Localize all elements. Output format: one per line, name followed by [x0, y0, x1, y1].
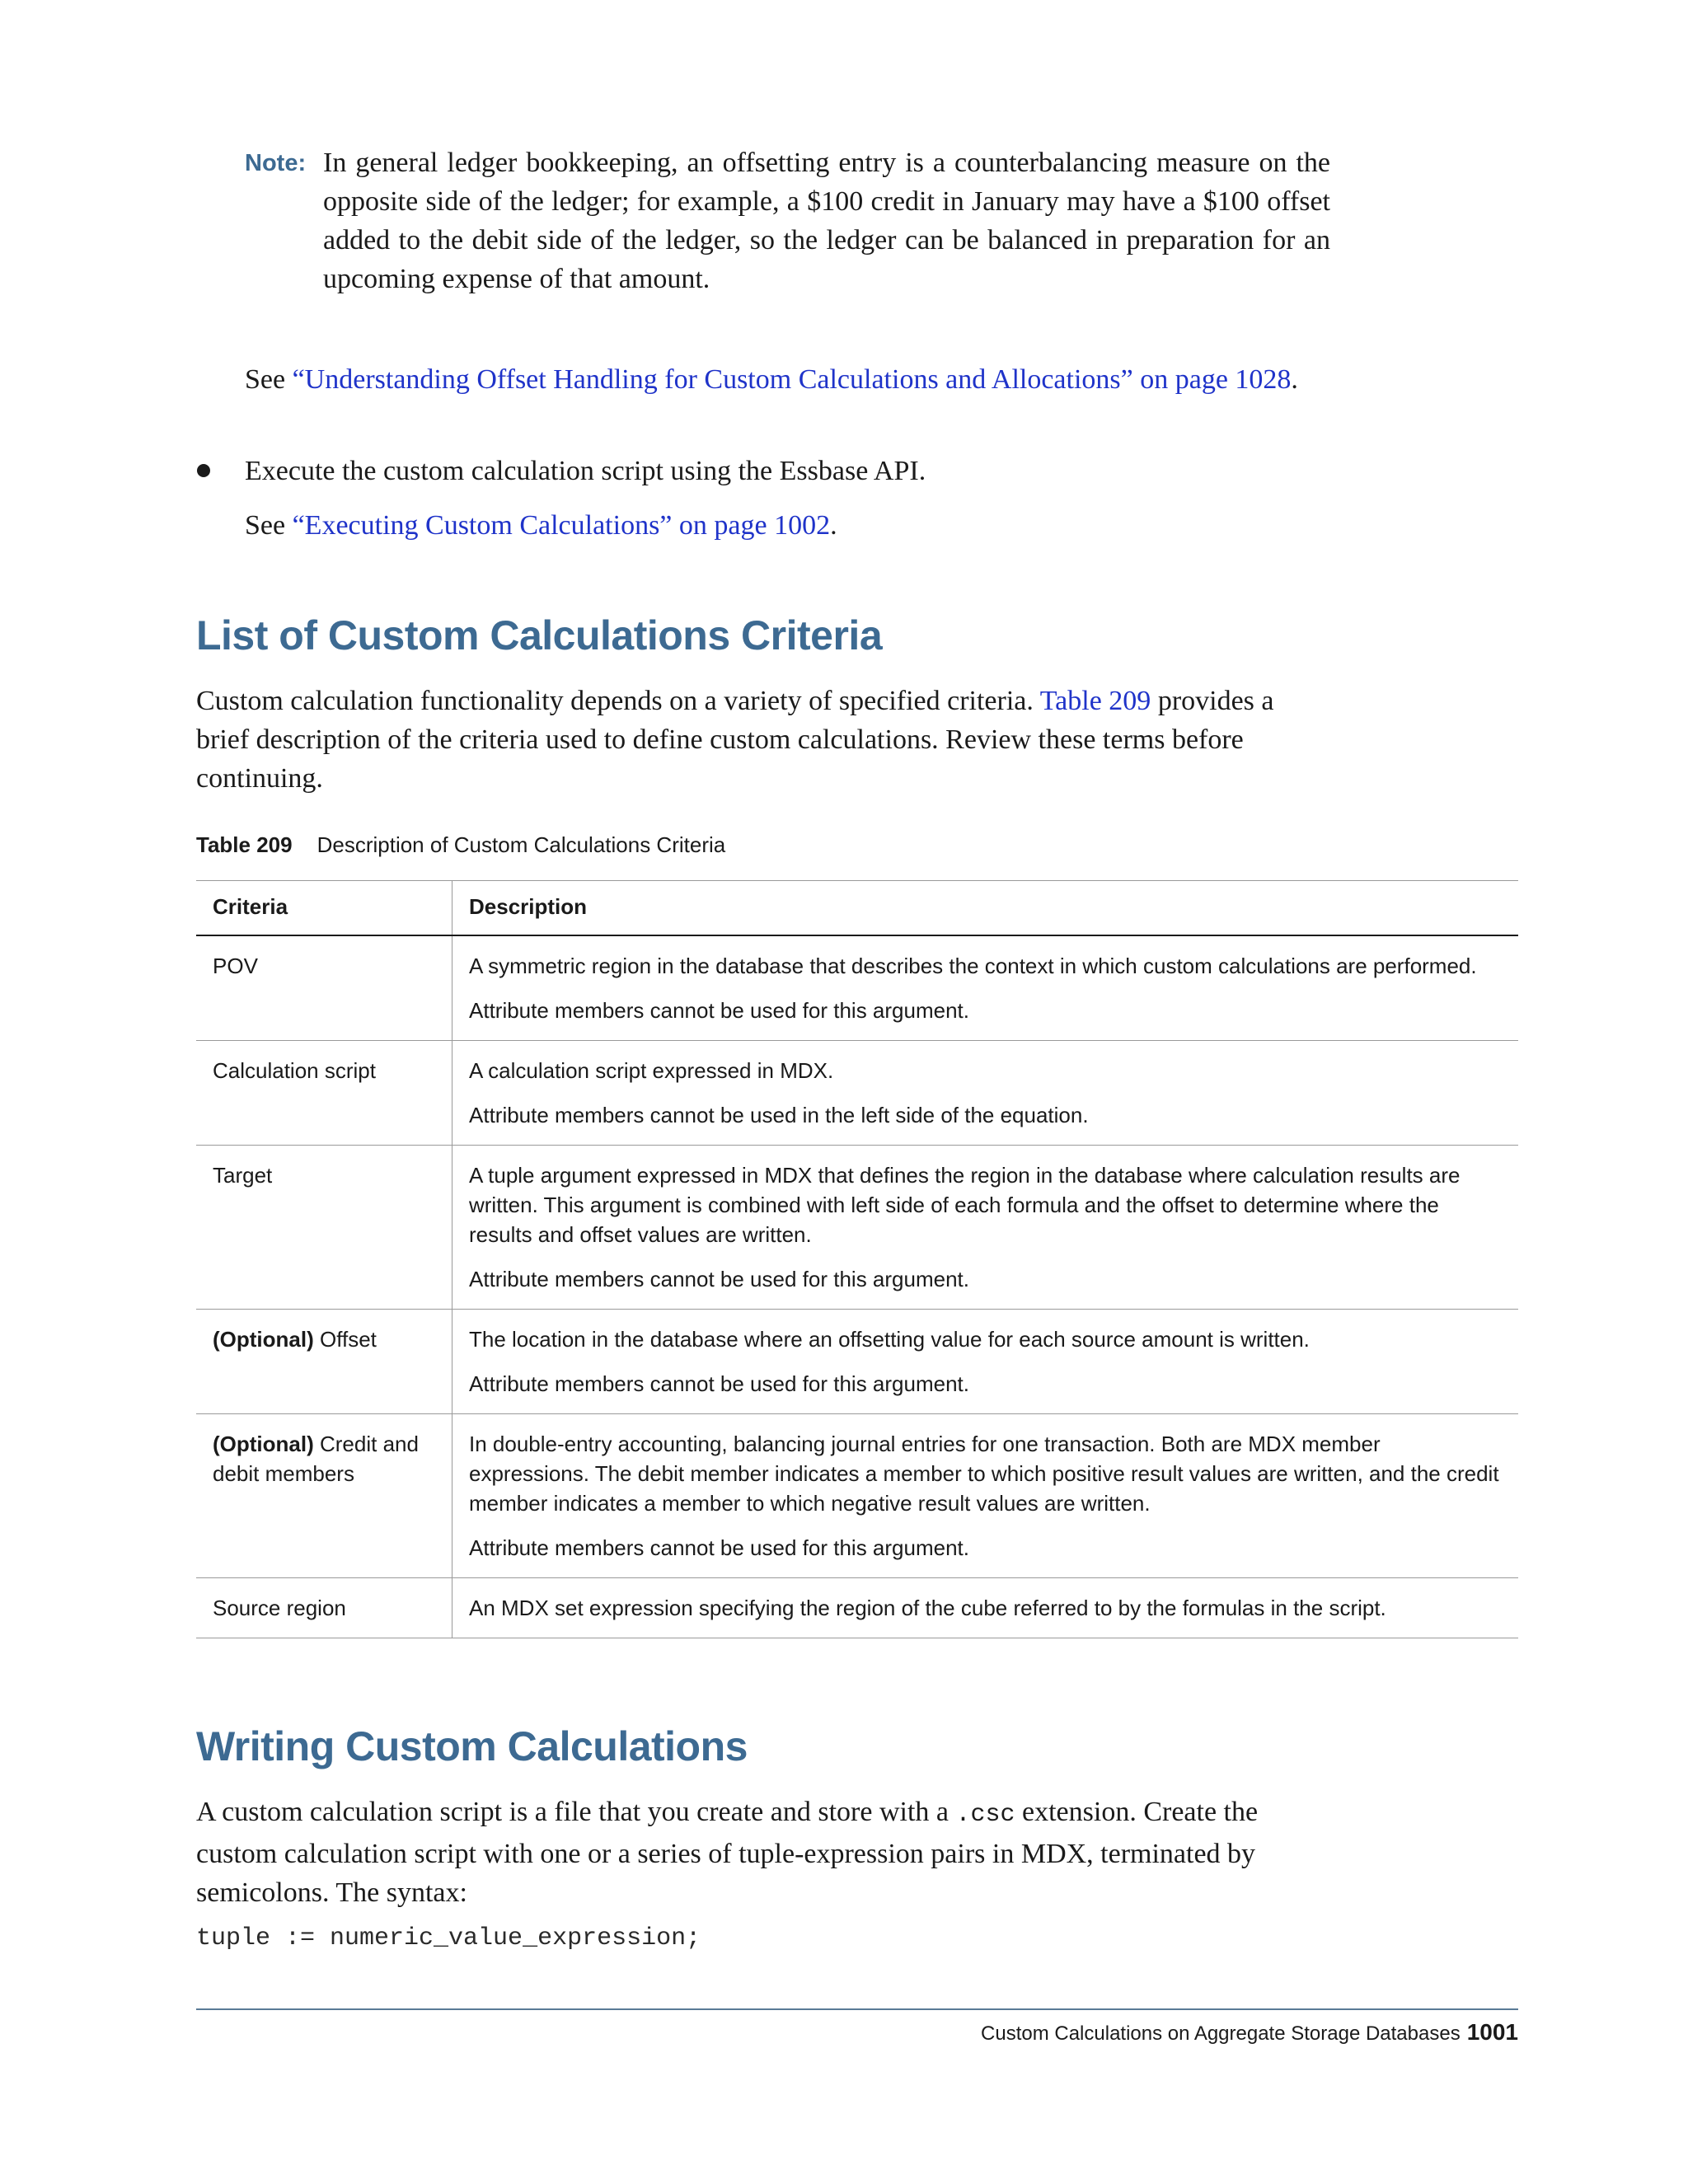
column-header-description: Description [452, 881, 1519, 936]
offset-handling-link[interactable]: “Understanding Offset Handling for Custom Calculations and Allocations” on page 1028 [292, 364, 1292, 395]
syntax-code: tuple := numeric_value_expression; [196, 1924, 701, 1952]
see-reference-executing [245, 506, 1333, 545]
description-text: A symmetric region in the database that describes the context in which custom calculations are performed. [469, 954, 1477, 978]
csc-extension-code: .csc [955, 1801, 1015, 1829]
table-row [196, 1578, 1518, 1638]
description-note: Attribute members cannot be used for this argument. [469, 998, 969, 1023]
description-text: A calculation script expressed in MDX. [469, 1058, 834, 1083]
criteria-cell: POV [196, 935, 452, 1041]
table-caption [196, 832, 725, 858]
intro-text-after: provides a brief description of the criteria used to define custom calculations. Review these terms before continuing. [196, 686, 1274, 794]
writing-text-after: extension. Create the custom calculation script with one or a series of tuple-expression pairs in MDX, terminated by semicolons. The syntax: [196, 1797, 1259, 1908]
section-heading-criteria: List of Custom Calculations Criteria [196, 612, 883, 658]
criteria-cell: (Optional) Offset [196, 1310, 452, 1414]
writing-text-before: A custom calculation script is a file that you create and store with a [196, 1797, 956, 1827]
description-cell [452, 1414, 1519, 1578]
see-prefix: See [245, 364, 293, 395]
table-caption-number: Table 209 [196, 832, 293, 857]
criteria-cell: (Optional) Credit and debit members [196, 1414, 452, 1578]
description-note: Attribute members cannot be used for this argument. [469, 1267, 969, 1291]
criteria-cell: Target [196, 1146, 452, 1310]
intro-text-before: Custom calculation functionality depends on a variety of specified criteria. [196, 686, 1040, 716]
criteria-intro-paragraph [196, 682, 1334, 798]
description-note: Attribute members cannot be used for this argument. [469, 1535, 969, 1560]
section-heading-writing: Writing Custom Calculations [196, 1723, 748, 1769]
criteria-table [196, 880, 1518, 1638]
table-caption-title: Description of Custom Calculations Criteria [316, 832, 726, 857]
table-row [196, 1414, 1518, 1578]
footer-title: Custom Calculations on Aggregate Storage Databases [981, 2022, 1461, 2045]
description-cell [452, 935, 1519, 1041]
writing-paragraph [196, 1793, 1334, 1912]
table-row [196, 935, 1518, 1041]
see-reference-offset [245, 360, 1333, 399]
description-text: An MDX set expression specifying the region of the cube referred to by the formulas in the script. [469, 1596, 1386, 1620]
note-text: In general ledger bookkeeping, an offsetting entry is a counterbalancing measure on the opposite side of the ledger; for example, a $100 credit in January may have a $100 offset added to the debit side of the ledger, so the ledger can be balanced in preparation for an upcoming expense of that amount. [323, 148, 1330, 294]
see-prefix: See [245, 510, 293, 541]
description-cell [452, 1310, 1519, 1414]
description-note: Attribute members cannot be used for this argument. [469, 1371, 969, 1396]
note-block [245, 143, 1333, 298]
description-text: A tuple argument expressed in MDX that defines the region in the database where calculation results are written. This argument is combined with left side of each formula and the offset to determine where the results and offset values are written. [469, 1163, 1461, 1247]
description-note: Attribute members cannot be used in the left side of the equation. [469, 1103, 1089, 1127]
page-number: 1001 [1466, 2019, 1518, 2045]
see-suffix: . [1291, 364, 1298, 395]
see-suffix: . [830, 510, 837, 541]
bullet-icon [197, 464, 210, 477]
description-text: The location in the database where an offsetting value for each source amount is written. [469, 1327, 1310, 1352]
table-row [196, 1041, 1518, 1146]
table-row [196, 1146, 1518, 1310]
criteria-cell: Calculation script [196, 1041, 452, 1146]
table-header-row [196, 881, 1518, 936]
description-cell [452, 1146, 1519, 1310]
table-row [196, 1310, 1518, 1414]
description-text: In double-entry accounting, balancing journal entries for one transaction. Both are MDX member expressions. The debit member indicates a member to which positive result values are written, and the credit member indicates a member to which negative result values are written. [469, 1432, 1499, 1516]
page-footer [981, 2019, 1518, 2046]
bullet-item: Execute the custom calculation script using the Essbase API. [245, 456, 926, 486]
note-label: Note: [245, 150, 307, 176]
criteria-cell: Source region [196, 1578, 452, 1638]
description-cell [452, 1578, 1519, 1638]
column-header-criteria: Criteria [196, 881, 452, 936]
description-cell [452, 1041, 1519, 1146]
table-209-link[interactable]: Table 209 [1039, 686, 1151, 716]
executing-custom-calculations-link[interactable]: “Executing Custom Calculations” on page 1002 [292, 510, 831, 541]
footer-divider [196, 2008, 1518, 2010]
